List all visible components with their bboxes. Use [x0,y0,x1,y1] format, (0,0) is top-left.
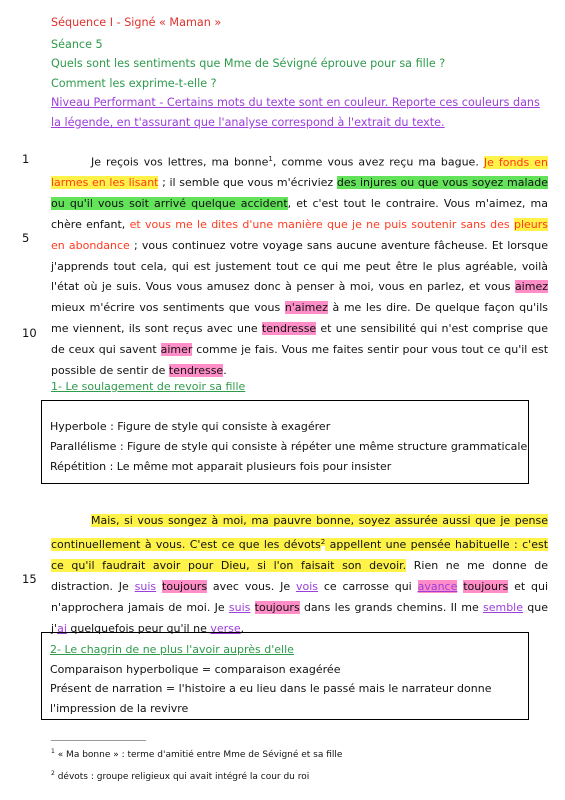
sequence-title: Séquence I - Signé « Maman » [51,16,222,29]
instruction-line-2: la légende, en t'assurant que l'analyse correspond à l'extrait du texte. [51,116,445,129]
text-extract-2: Mais, si vous songez à moi, ma pauvre bonne, soyez assurée aussi que je pense continuellement à vous. C'est ce que les dévots$^2$ appellent une pensée habituelle : c'est ce qu'il faudrait avoir pour Dieu, si l'on faisait son devoir. Rien ne me donne de distraction. Je suis toujours avec vous. Je vois ce carrosse qui avance toujours et qui n'approchera jamais de moi. Je suis toujours dans les grands chemins. Il me semble que j'ai quelquefois peur qu'il ne verse. [51,514,549,635]
legend-present-narration-cont: l'impression de la revivre [50,701,189,715]
highlight-pink: aimez [514,280,548,294]
legend-comparaison: Comparaison hyperbolique = comparaison exagérée [50,662,341,676]
question-1: Quels sont les sentiments que Mme de Sévigné éprouve pour sa fille ? [51,57,446,70]
line-number: 10 [22,326,37,340]
legend-present-narration: Présent de narration = l'histoire a eu lieu dans le passé mais le narrateur donne [50,682,492,695]
section-1-title: 1- Le soulagement de revoir sa fille [51,380,246,393]
line-number: 15 [22,572,37,586]
instruction-line-1: Niveau Performant - Certains mots du texte sont en couleur. Reporte ces couleurs dans [51,96,540,109]
legend-box-2 [41,632,529,720]
highlight-pink: n'aimez [284,301,328,315]
highlight-pink: aimer [160,342,193,356]
legend-hyperbole: Hyperbole : Figure de style qui consiste à exagérer [50,420,331,433]
highlight-yellow: Mais, si vous songez à moi, ma pauvre bonne, soyez assurée aussi que je pense continuellement à vous. C'est ce que les dévots [51,514,548,552]
highlight-pink: toujours [463,580,509,594]
highlight-yellow: Je fonds en larmes en les lisant [51,155,548,190]
highlight-pink: toujours [254,600,300,614]
footnote-1: $^1$ « Ma bonne » : terme d'amitié entre Mme de Sévigné et sa fille [51,748,343,760]
highlight-pink: toujours [162,580,208,594]
highlight-yellow: pleurs [513,218,548,232]
highlight-pink: tendresse [168,363,224,377]
question-2: Comment les exprime-t-elle ? [51,77,217,90]
highlight-yellow: appellent une pensée habituelle : c'est ce qu'il faudrait avoir pour Dieu, si l'on faisait son devoir. [51,538,549,573]
highlight-pink: avance [417,580,458,594]
highlight-green: des injures ou que vous soyez malade ou qu'il vous soit arrivé quelque accident [51,176,548,211]
seance-title: Séance 5 [51,38,103,51]
line-number: 1 [22,152,30,166]
footnote-separator [51,740,146,741]
footnote-2: $^2$ dévots : groupe religieux qui avait intégré la cour du roi [51,770,310,782]
legend-box-1 [41,400,529,484]
legend-parallelisme: Parallélisme : Figure de style qui consiste à répéter une même structure grammaticale [50,440,528,453]
text-extract-1: Je reçois vos lettres, ma bonne$^1$, comme vous avez reçu ma bague. Je fonds en larmes en les lisant ; il semble que vous m'écriviez des injures ou que vous soyez malade ou qu'il vous soit arrivé quelque accident, et c'est tout le contraire. Vous m'aimez, ma chère enfant, et vous me le dites d'une manière que je ne puis soutenir sans des pleurs en abondance ; vous continuez votre voyage sans aucune aventure fâcheuse. Et lorsque j'apprends tout cela, qui est justement tout ce qui me peut être le plus agréable, voilà l'état où je suis. Vous vous amusez donc à penser à moi, vous en parlez, et vous aimez mieux m'écrire vos sentiments que vous n'aimez à me les dire. De quelque façon qu'ils me viennent, ils sont reçus avec une tendresse et une sensibilité qui n'est comprise que de ceux qui savent aimer comme je fais. Vous me faites sentir pour vous tout ce qu'il est possible de sentir de tendresse. [51,155,549,377]
highlight-pink: tendresse [261,322,317,336]
legend-repetition: Répétition : Le même mot apparait plusieurs fois pour insister [50,460,392,473]
section-2-title: 2- Le chagrin de ne plus l'avoir auprès d'elle [50,643,294,656]
line-number: 5 [22,231,30,245]
